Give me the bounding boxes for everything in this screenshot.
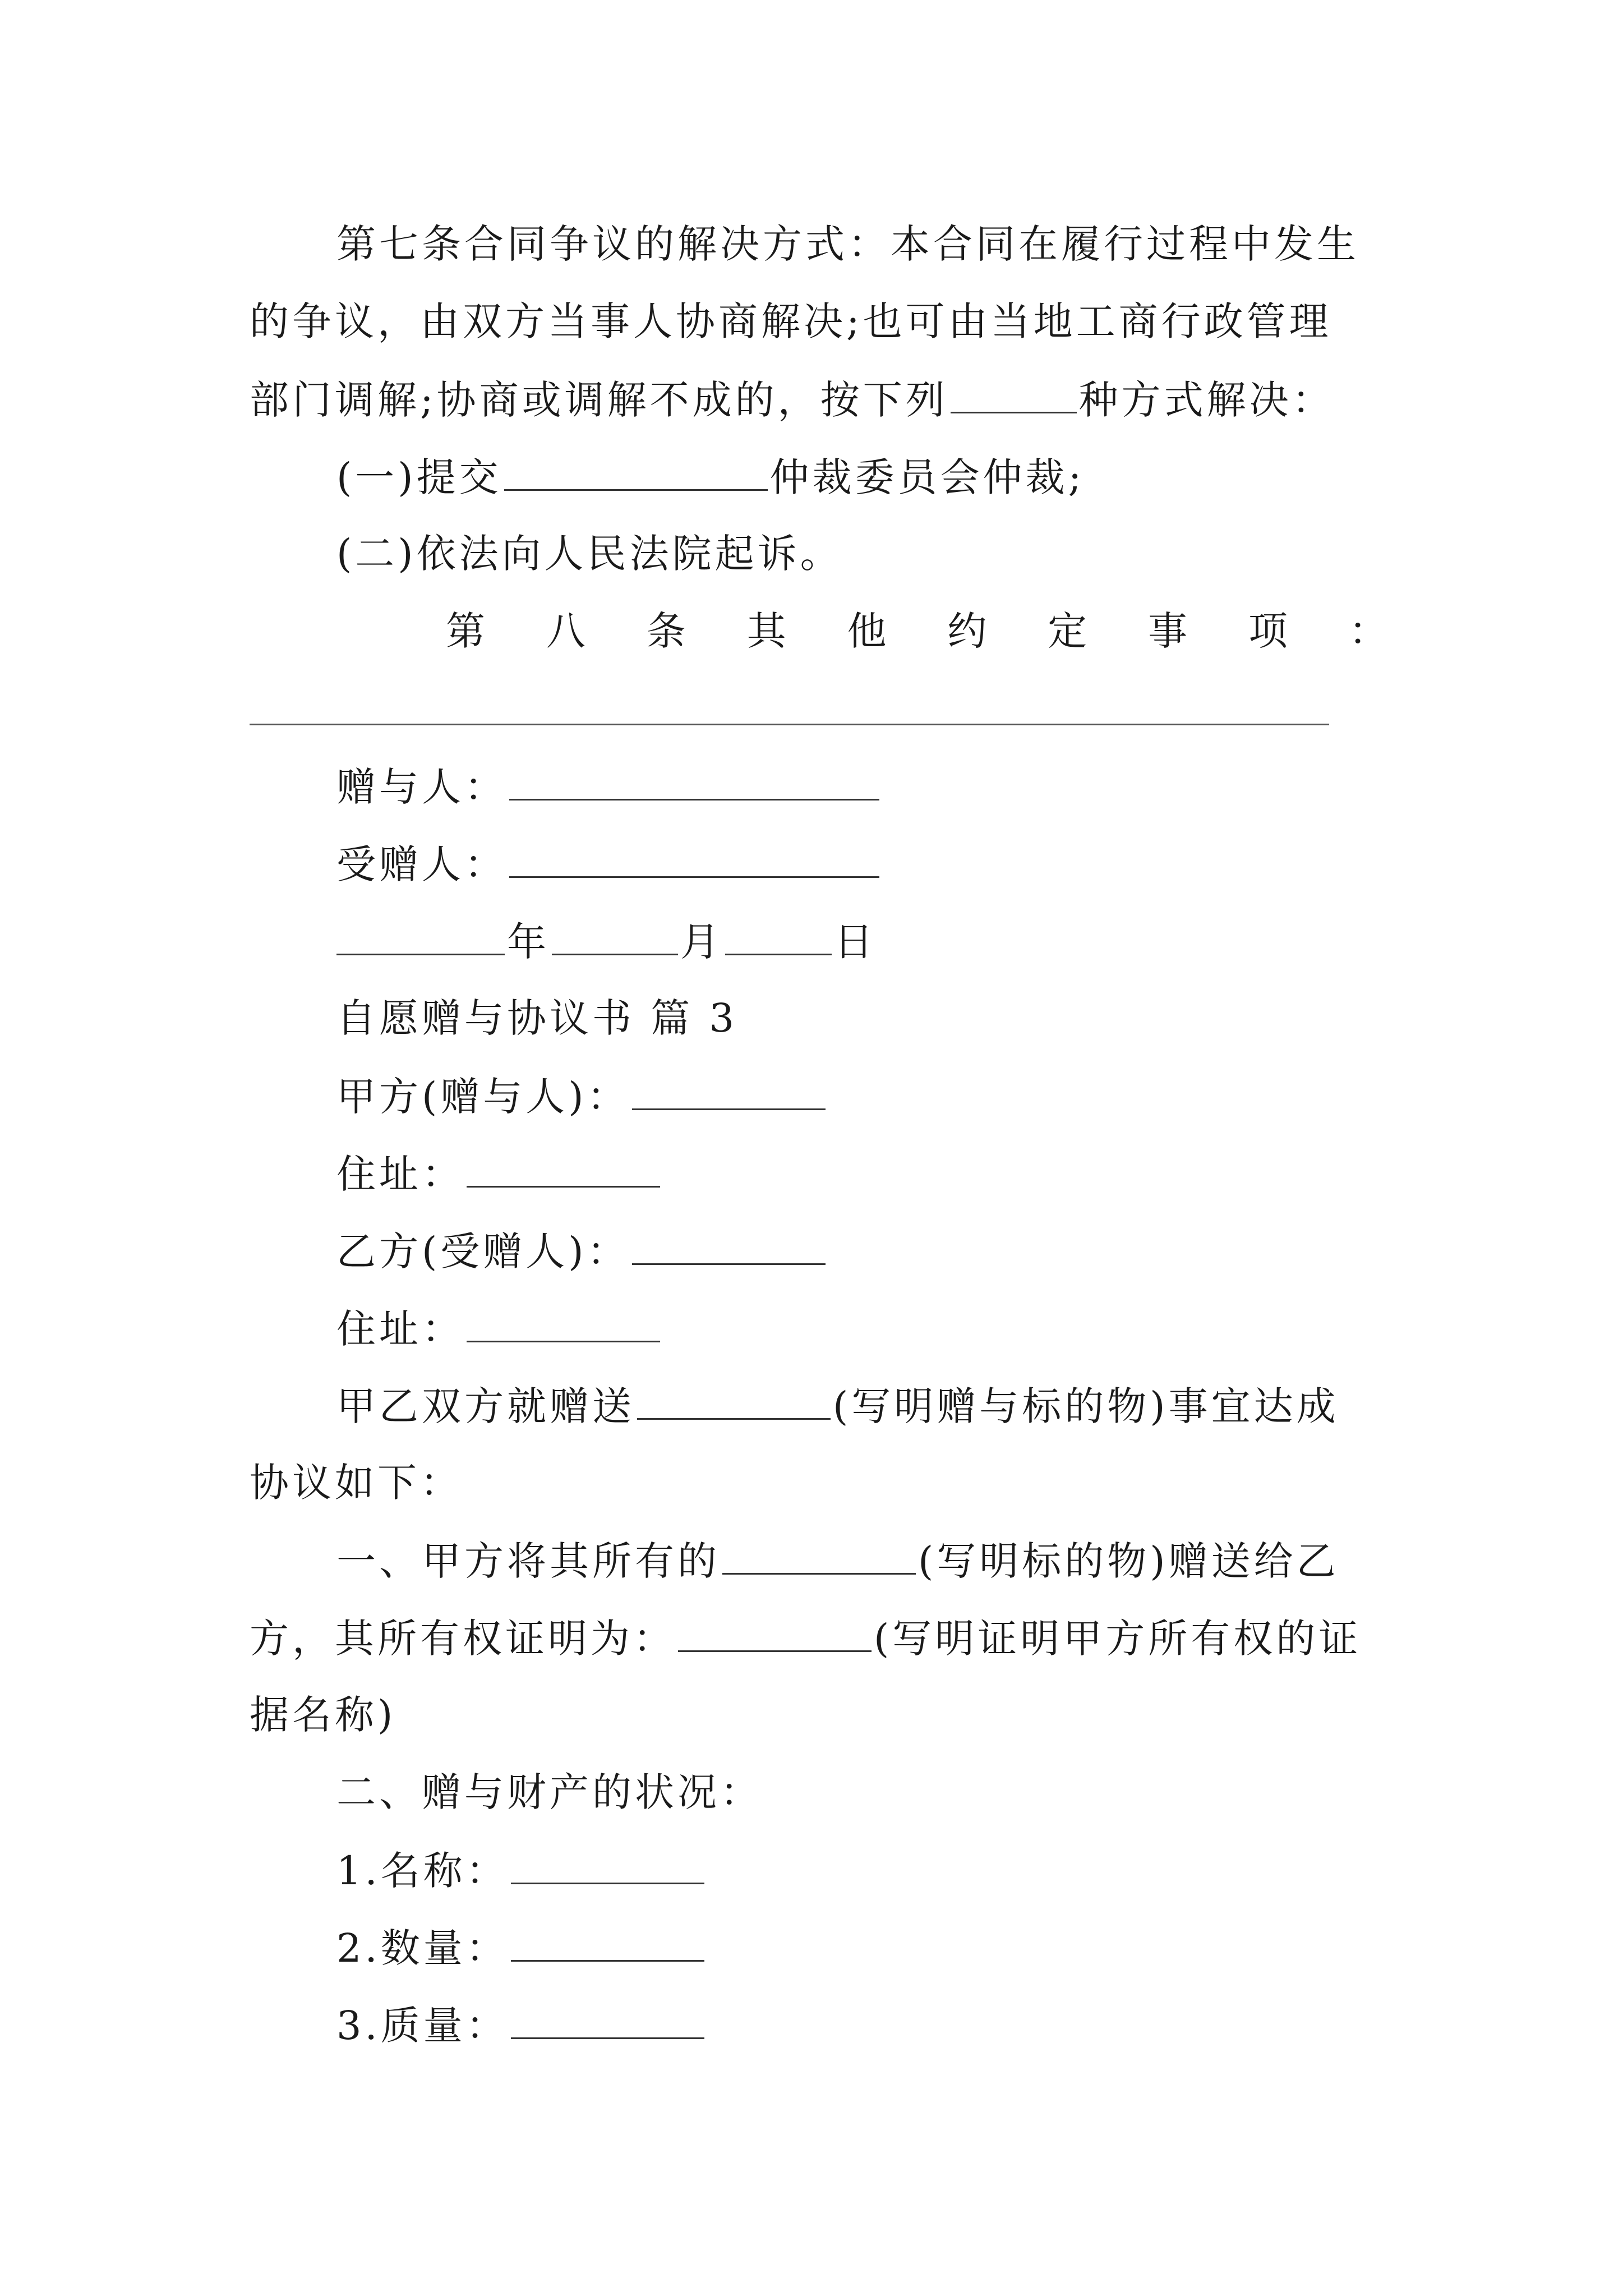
subject-matter-blank[interactable] [722, 1540, 916, 1575]
donor-signature-line [336, 764, 882, 810]
clause1-line2-text: 方，其所有权证明为： [250, 1616, 676, 1662]
clause2-heading: 二、赠与财产的状况： [336, 1769, 763, 1815]
year-blank[interactable] [336, 921, 505, 955]
donee-label: 受赠人： [336, 841, 507, 887]
option-arbitration-tail: 仲裁委员会仲裁; [769, 454, 1085, 500]
party-b-label: 乙方(受赠人)： [336, 1228, 630, 1274]
party-a-blank[interactable] [632, 1076, 826, 1110]
article8-char: 定 [1048, 608, 1087, 654]
article8-char: 事 [1148, 608, 1188, 654]
address-a-line [336, 1151, 662, 1197]
party-a-label: 甲方(赠与人)： [336, 1074, 630, 1120]
address-b-blank[interactable] [467, 1308, 660, 1342]
agreement-title: 自愿赠与协议书 篇 3 [336, 995, 738, 1041]
article8-char: 条 [646, 608, 686, 654]
clause1-text: 一、甲方将其所有的 [336, 1538, 720, 1584]
article8-char: 项 [1248, 608, 1288, 654]
address-b-label: 住址： [336, 1306, 464, 1352]
quantity-line [336, 1925, 707, 1971]
article7-line1: 第七条合同争议的解决方式：本合同在履行过程中发生 [336, 221, 1359, 267]
article8-char: ： [1348, 608, 1388, 654]
article8-char: 约 [947, 608, 987, 654]
clause1-tail: (写明标的物)赠送给乙 [918, 1538, 1339, 1584]
intro-text: 甲乙双方就赠送 [336, 1383, 635, 1429]
donee-signature-blank[interactable] [509, 844, 879, 878]
article8-char: 其 [746, 608, 786, 654]
article7-line3 [250, 377, 1335, 423]
date-line [336, 919, 877, 965]
day-blank[interactable] [725, 921, 832, 955]
clause1-line2 [250, 1616, 1362, 1662]
method-count-blank[interactable] [951, 379, 1077, 413]
party-b-blank[interactable] [632, 1231, 826, 1265]
intro-line2: 协议如下： [250, 1460, 463, 1506]
month-label: 月 [680, 919, 723, 965]
year-label: 年 [507, 919, 550, 965]
donee-signature-line [336, 841, 882, 887]
party-a-line [336, 1074, 828, 1120]
day-label: 日 [834, 919, 877, 965]
article8-char: 第 [446, 608, 485, 654]
quality-label: 3.质量： [336, 2003, 509, 2049]
gift-item-blank[interactable] [637, 1386, 831, 1420]
clause1-line2-tail: (写明证明甲方所有权的证 [874, 1616, 1362, 1662]
name-blank[interactable] [511, 1850, 704, 1884]
quantity-blank[interactable] [511, 1927, 704, 1962]
quality-blank[interactable] [511, 2005, 704, 2039]
intro-tail: (写明赠与标的物)事宜达成 [833, 1383, 1339, 1429]
article8-heading [446, 608, 1388, 654]
address-a-label: 住址： [336, 1151, 464, 1197]
option-arbitration-text: (一)提交 [336, 454, 502, 500]
other-matters-blank-line[interactable] [250, 724, 1329, 725]
ownership-proof-blank[interactable] [678, 1618, 872, 1652]
party-b-line [336, 1228, 828, 1274]
name-line [336, 1848, 707, 1894]
donor-label: 赠与人： [336, 764, 507, 810]
donor-signature-blank[interactable] [509, 766, 879, 800]
quality-line [336, 2003, 707, 2049]
quantity-label: 2.数量： [336, 1925, 509, 1971]
address-a-blank[interactable] [467, 1153, 660, 1188]
clause1-line3: 据名称) [250, 1692, 396, 1738]
article7-line3-tail: 种方式解决： [1078, 377, 1335, 423]
article8-char: 他 [847, 608, 887, 654]
month-blank[interactable] [552, 921, 678, 955]
name-label: 1.名称： [336, 1848, 509, 1894]
intro-line1 [336, 1383, 1339, 1429]
clause1-line1 [336, 1538, 1339, 1584]
option-lawsuit: (二)依法向人民法院起诉。 [336, 531, 843, 577]
arbitration-commission-blank[interactable] [504, 457, 768, 491]
article7-line3-text: 部门调解;协商或调解不成的，按下列 [250, 377, 948, 423]
article8-char: 八 [546, 608, 585, 654]
option-arbitration [336, 454, 1085, 500]
article7-line2: 的争议，由双方当事人协商解决;也可由当地工商行政管理 [250, 298, 1332, 344]
address-b-line [336, 1306, 662, 1352]
